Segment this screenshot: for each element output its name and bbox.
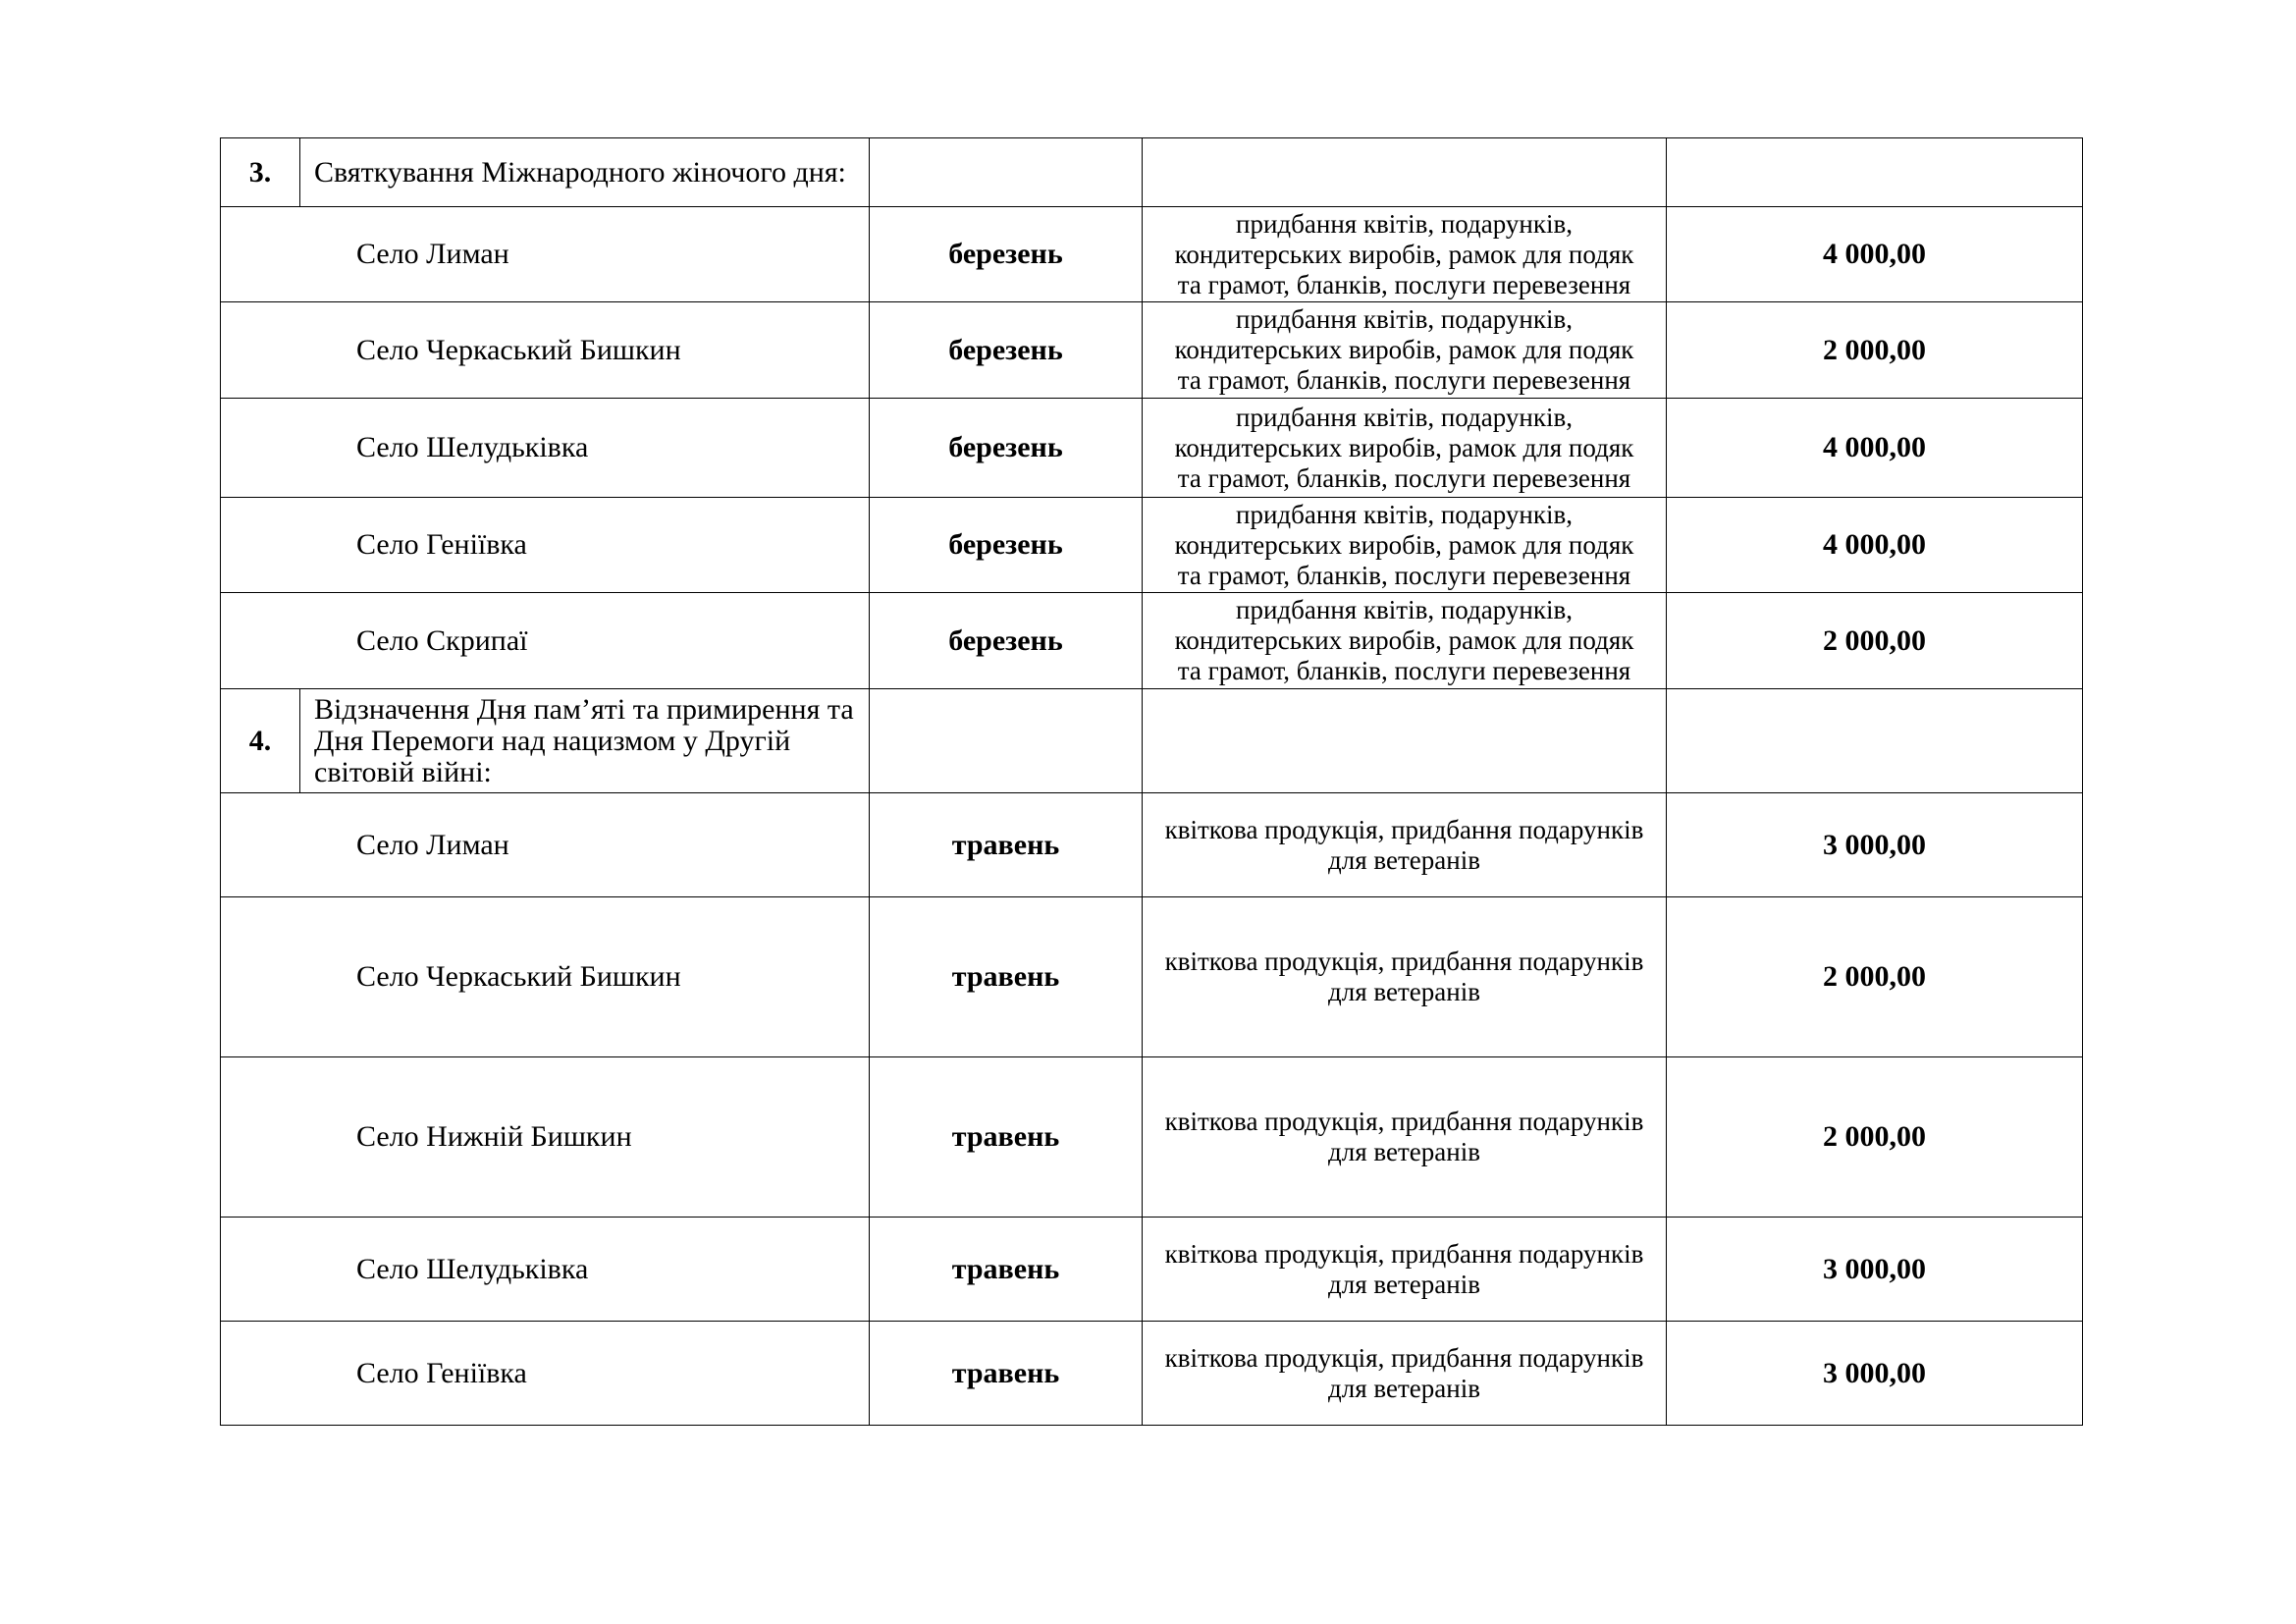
month-cell: березень: [870, 593, 1143, 689]
village-name: Село Нижній Бишкин: [221, 1057, 870, 1218]
empty-cell: [870, 138, 1143, 207]
table-row: [221, 897, 2083, 1057]
expense-description: квіткова продукція, придбання подарунків для ветеранів: [1143, 1057, 1667, 1218]
section-header-row: [221, 138, 2083, 207]
expense-description: придбання квітів, подарунків, кондитерських виробів, рамок для подяк та грамот, бланків, послуги перевезення: [1143, 207, 1667, 302]
village-name: Село Геніївка: [221, 1322, 870, 1426]
month-cell: травень: [870, 1218, 1143, 1322]
amount-cell: 4 000,00: [1667, 399, 2083, 498]
amount-cell: 4 000,00: [1667, 207, 2083, 302]
month-cell: березень: [870, 498, 1143, 593]
month-cell: травень: [870, 897, 1143, 1057]
table-row: [221, 399, 2083, 498]
month-cell: травень: [870, 1322, 1143, 1426]
table-row: [221, 498, 2083, 593]
month-cell: травень: [870, 1057, 1143, 1218]
amount-cell: 3 000,00: [1667, 1322, 2083, 1426]
table-row: [221, 793, 2083, 897]
table-row: [221, 1057, 2083, 1218]
expense-description: придбання квітів, подарунків, кондитерських виробів, рамок для подяк та грамот, бланків, послуги перевезення: [1143, 498, 1667, 593]
expense-description: придбання квітів, подарунків, кондитерських виробів, рамок для подяк та грамот, бланків, послуги перевезення: [1143, 399, 1667, 498]
expense-description: квіткова продукція, придбання подарунків для ветеранів: [1143, 1218, 1667, 1322]
amount-cell: 4 000,00: [1667, 498, 2083, 593]
table-row: [221, 302, 2083, 399]
section-title: Святкування Міжнародного жіночого дня:: [300, 138, 870, 207]
village-name: Село Скрипаї: [221, 593, 870, 689]
expense-description: придбання квітів, подарунків, кондитерських виробів, рамок для подяк та грамот, бланків, послуги перевезення: [1143, 593, 1667, 689]
expense-description: квіткова продукція, придбання подарунків для ветеранів: [1143, 1322, 1667, 1426]
month-cell: травень: [870, 793, 1143, 897]
village-name: Село Шелудьківка: [221, 399, 870, 498]
table-row: [221, 1322, 2083, 1426]
expense-description: квіткова продукція, придбання подарунків для ветеранів: [1143, 897, 1667, 1057]
month-cell: березень: [870, 399, 1143, 498]
month-cell: березень: [870, 207, 1143, 302]
amount-cell: 2 000,00: [1667, 897, 2083, 1057]
expense-description: придбання квітів, подарунків, кондитерських виробів, рамок для подяк та грамот, бланків, послуги перевезення: [1143, 302, 1667, 399]
table-row: [221, 207, 2083, 302]
village-name: Село Лиман: [221, 793, 870, 897]
table-row: [221, 593, 2083, 689]
empty-cell: [1667, 138, 2083, 207]
empty-cell: [870, 689, 1143, 793]
village-name: Село Геніївка: [221, 498, 870, 593]
section-title: Відзначення Дня пам’яті та примирення та Дня Перемоги над нацизмом у Другій світовій війні:: [300, 689, 870, 793]
empty-cell: [1667, 689, 2083, 793]
empty-cell: [1143, 689, 1667, 793]
village-name: Село Черкаський Бишкин: [221, 302, 870, 399]
events-budget-table: [220, 137, 2083, 1426]
amount-cell: 3 000,00: [1667, 1218, 2083, 1322]
amount-cell: 2 000,00: [1667, 1057, 2083, 1218]
amount-cell: 3 000,00: [1667, 793, 2083, 897]
amount-cell: 2 000,00: [1667, 593, 2083, 689]
amount-cell: 2 000,00: [1667, 302, 2083, 399]
month-cell: березень: [870, 302, 1143, 399]
section-header-row: [221, 689, 2083, 793]
expense-description: квіткова продукція, придбання подарунків для ветеранів: [1143, 793, 1667, 897]
section-number: 4.: [221, 689, 300, 793]
village-name: Село Черкаський Бишкин: [221, 897, 870, 1057]
village-name: Село Лиман: [221, 207, 870, 302]
empty-cell: [1143, 138, 1667, 207]
section-number: 3.: [221, 138, 300, 207]
village-name: Село Шелудьківка: [221, 1218, 870, 1322]
table-row: [221, 1218, 2083, 1322]
